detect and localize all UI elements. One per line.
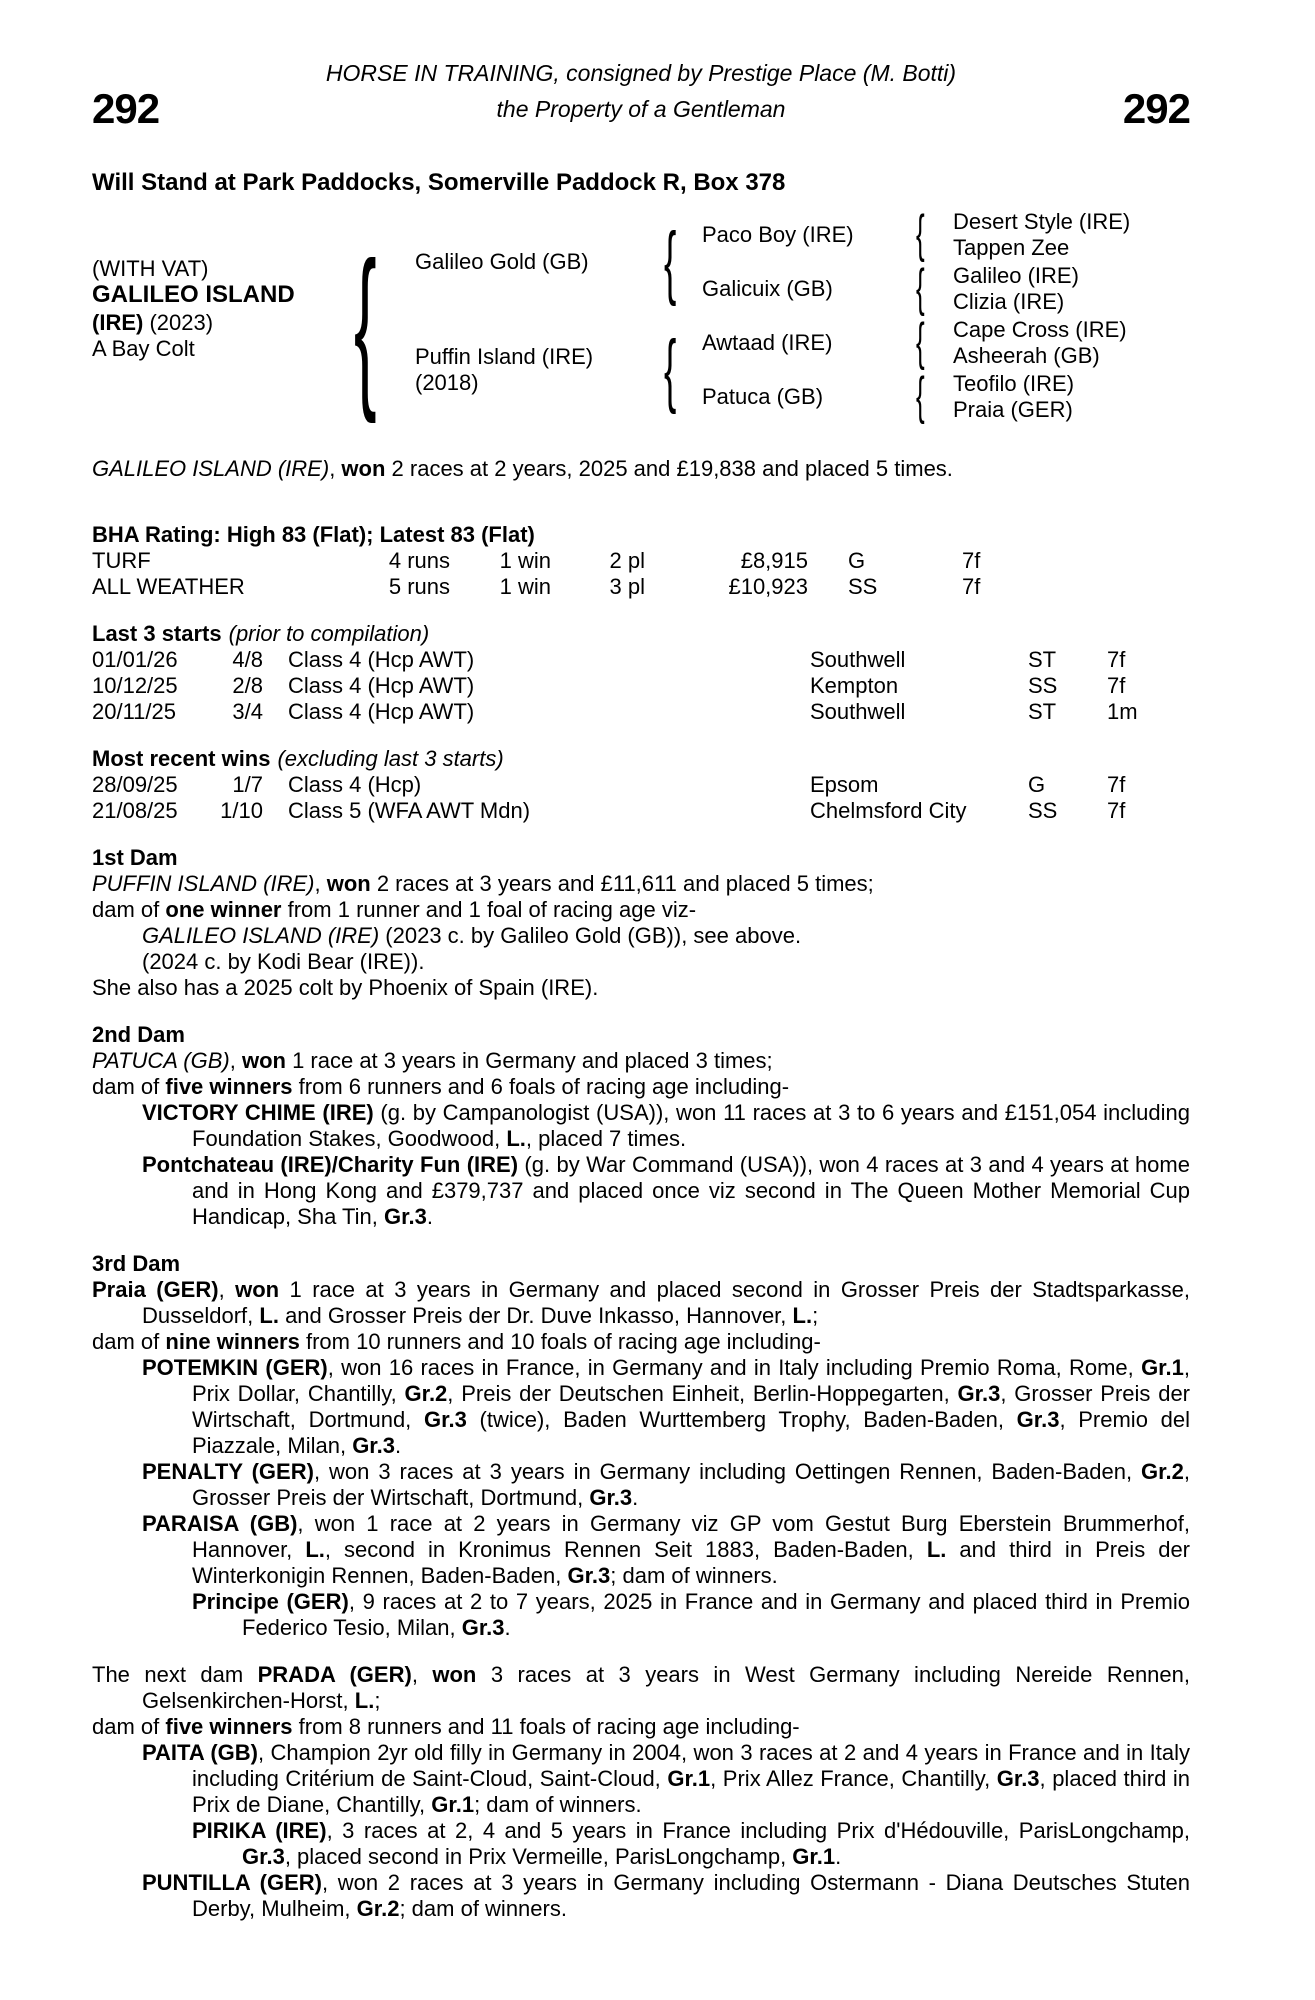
recent-wins-title: Most recent wins [92, 746, 271, 771]
pedigree-brace [664, 221, 691, 303]
text-run: PENALTY (GER) [142, 1459, 314, 1484]
text-run: from 10 runners and 10 foals of racing age including- [299, 1329, 821, 1354]
text-run: ; dam of winners. [399, 1896, 567, 1921]
pedigree-ancestor-gen3-7: Praia (GER) [953, 397, 1073, 422]
text-run: (g. by War Command (USA)), won 4 races at 3 and 4 years at home and in Hong Kong and £379,737 and placed once viz second in The Queen Mother Memorial Cup Handicap, Sha Tin, [192, 1152, 1190, 1229]
pedigree-paragraph [92, 1100, 1190, 1152]
text-run: dam of [92, 1074, 166, 1099]
pedigree-brace [916, 208, 933, 260]
pedigree-paragraph [92, 975, 1190, 1001]
text-run: PRADA (GER) [257, 1662, 412, 1687]
text-run: Gr.1 [1141, 1355, 1184, 1380]
race-class: Class 4 (Hcp AWT) [288, 699, 475, 724]
finish-position: 2/8 [232, 673, 263, 698]
text-run: Gr.3 [957, 1381, 1001, 1406]
pedigree-sire: Galileo Gold (GB) [415, 249, 589, 274]
text-run: , placed third in Prix de Diane, Chantilly, [192, 1766, 1191, 1817]
pedigree-brace [916, 370, 933, 422]
text-run: from 1 runner and 1 foal of racing age viz- [281, 897, 697, 922]
pedigree-brace [354, 236, 413, 414]
race-entry-row [92, 647, 1190, 673]
text-run: won [341, 456, 386, 481]
text-run: She also has a 2025 colt by Phoenix of Spain (IRE). [92, 975, 599, 1000]
runs-count: 5 runs [388, 574, 450, 599]
race-date: 20/11/25 [92, 699, 177, 724]
pedigree-brace [916, 316, 933, 368]
earnings: £8,915 [740, 548, 808, 573]
text-run: nine winners [165, 1329, 300, 1354]
lot-number-right: 292 [1122, 85, 1190, 132]
pedigree-paragraph [92, 1355, 1190, 1459]
places-count: 3 pl [609, 574, 645, 599]
text-run: and third in Preis der Winterkonigin Rennen, Baden-Baden, [192, 1537, 1191, 1588]
pedigree-paragraph [92, 1818, 1190, 1870]
text-run: 1 race at 3 years in Germany and placed 3 times; [285, 1048, 773, 1073]
text-run: from 8 runners and 11 foals of racing age including- [292, 1714, 800, 1739]
lot-number-left: 292 [92, 85, 160, 132]
bha-rating-line: BHA Rating: High 83 (Flat); Latest 83 (Flat) [92, 522, 535, 547]
text-run: Gr.1 [667, 1766, 711, 1791]
dam-section-heading: 1st Dam [92, 845, 178, 870]
text-run: Gr.3 [352, 1433, 395, 1458]
text-run: Gr.2 [356, 1896, 400, 1921]
text-run: ; dam of winners. [610, 1563, 778, 1588]
pedigree-dam-dam: Patuca (GB) [702, 384, 824, 409]
text-run: L. [792, 1303, 813, 1328]
race-date: 21/08/25 [92, 798, 178, 823]
text-run: PUFFIN ISLAND (IRE) [92, 871, 315, 896]
course: Chelmsford City [810, 798, 967, 823]
going: ST [1028, 699, 1057, 724]
text-run: Gr.3 [384, 1204, 427, 1229]
text-run: POTEMKIN (GER) [142, 1355, 328, 1380]
finish-position: 1/10 [220, 798, 263, 823]
text-run: , 3 races at 2, 4 and 5 years in France including Prix d'Hédouville, ParisLongchamp, [326, 1818, 1190, 1843]
recent-wins-note: (excluding last 3 starts) [277, 746, 504, 771]
text-run: Gr.3 [589, 1485, 633, 1510]
text-run: , placed second in Prix Vermeille, ParisLongchamp, [284, 1844, 793, 1869]
text-run: Gr.3 [996, 1766, 1040, 1791]
text-run: PATUCA (GB) [92, 1048, 230, 1073]
text-run: L. [506, 1126, 526, 1151]
text-run: (twice), Baden Wurttemberg Trophy, Baden-Baden, [466, 1407, 1017, 1432]
text-run: Gr.3 [1016, 1407, 1060, 1432]
vat-note: (WITH VAT) [92, 256, 209, 281]
wins-count: 1 win [499, 548, 551, 573]
pedigree-brace [664, 329, 691, 411]
text-run: GALILEO ISLAND (IRE) [92, 456, 330, 481]
pedigree-paragraph [92, 1589, 1190, 1641]
going: SS [1028, 798, 1058, 823]
text-run: , Prix Dollar, Chantilly, [192, 1355, 1190, 1406]
text-run: , Grosser Preis der Wirtschaft, Dortmund, [192, 1381, 1191, 1432]
pedigree-paragraph [92, 1870, 1190, 1922]
text-run: ; [812, 1303, 819, 1328]
dam-section-heading: 2nd Dam [92, 1022, 185, 1047]
text-run: . [426, 1204, 433, 1229]
text-run: , [218, 1277, 236, 1302]
text-run: ; dam of winners. [474, 1792, 642, 1817]
recent-wins-table [92, 772, 1190, 824]
text-run: (2023 c. by Galileo Gold (GB)), see above. [379, 923, 802, 948]
text-run: won [326, 871, 371, 896]
text-run: , Preis der Deutschen Einheit, Berlin-Hoppegarten, [447, 1381, 958, 1406]
pedigree-dam-sire: Awtaad (IRE) [702, 330, 833, 355]
text-run: . [835, 1844, 842, 1869]
text-run: Gr.2 [1141, 1459, 1184, 1484]
text-run: five winners [165, 1074, 293, 1099]
pedigree-paragraph [92, 1048, 1190, 1074]
text-run: GALILEO ISLAND (IRE) [142, 923, 380, 948]
text-run: Gr.3 [242, 1844, 285, 1869]
going: SS [848, 574, 878, 599]
stand-location-line: Will Stand at Park Paddocks, Somerville Paddock R, Box 378 [92, 169, 786, 196]
pedigree-sire-dam: Galicuix (GB) [702, 276, 833, 301]
distance: 7f [962, 574, 981, 599]
going: ST [1028, 647, 1057, 672]
text-run: , Champion 2yr old filly in Germany in 2004, won 3 races at 2 and 4 years in France and in Italy including Critérium de Saint-Cloud, Saint-Cloud, [192, 1740, 1190, 1791]
horse-suffix: (IRE) [92, 310, 144, 335]
dam-section [92, 845, 1190, 1001]
surface-stats-table [92, 548, 1190, 600]
text-run: The next dam [92, 1662, 258, 1687]
course: Kempton [810, 673, 899, 698]
race-class: Class 4 (Hcp AWT) [288, 647, 475, 672]
text-run: dam of [92, 1329, 166, 1354]
text-run: , [314, 871, 327, 896]
pedigree-paragraph [92, 1714, 1190, 1740]
text-run: dam of [92, 897, 166, 922]
last-starts-table [92, 647, 1190, 725]
surface-stats-row [92, 574, 1190, 600]
text-run: Gr.3 [461, 1615, 505, 1640]
text-run: dam of [92, 1714, 166, 1739]
horse-year: (2023) [149, 310, 214, 335]
text-run: (2024 c. by Kodi Bear (IRE)). [142, 949, 425, 974]
race-summary [92, 456, 1190, 482]
horse-suffix-year [92, 310, 362, 336]
race-entry-row [92, 673, 1190, 699]
text-run: , second in Kronimus Rennen Seit 1883, Baden-Baden, [324, 1537, 927, 1562]
distance: 7f [1107, 647, 1126, 672]
text-run: Gr.3 [424, 1407, 467, 1432]
course: Southwell [810, 699, 906, 724]
wins-count: 1 win [499, 574, 551, 599]
pedigree-ancestor-gen3-2: Galileo (IRE) [953, 263, 1079, 288]
text-run: , Premio del Piazzale, Milan, [192, 1407, 1190, 1458]
race-class: Class 4 (Hcp) [288, 772, 422, 797]
text-run: L. [926, 1537, 947, 1562]
earnings: £10,923 [728, 574, 808, 599]
course: Southwell [810, 647, 906, 672]
text-run: Gr.3 [567, 1563, 611, 1588]
pedigree-ancestor-gen3-5: Asheerah (GB) [953, 343, 1100, 368]
finish-position: 4/8 [232, 647, 263, 672]
pedigree-brace [916, 262, 933, 314]
property-line: the Property of a Gentleman [496, 96, 786, 122]
horse-description: A Bay Colt [92, 336, 195, 361]
last-starts-heading [92, 621, 1190, 647]
pedigree-paragraph [92, 871, 1190, 897]
horse-name: GALILEO ISLAND [92, 281, 295, 308]
last-starts-title: Last 3 starts [92, 621, 222, 646]
text-run: , [411, 1662, 433, 1687]
places-count: 2 pl [609, 548, 645, 573]
pedigree-sire-sire: Paco Boy (IRE) [702, 222, 854, 247]
text-run: , won 3 races at 3 years in Germany including Oettingen Rennen, Baden-Baden, [313, 1459, 1142, 1484]
course: Epsom [810, 772, 879, 797]
pedigree-paragraph [92, 1459, 1190, 1511]
race-date: 10/12/25 [92, 673, 178, 698]
text-run: Gr.1 [792, 1844, 836, 1869]
surface-label: ALL WEATHER [92, 574, 245, 599]
distance: 7f [1107, 798, 1126, 823]
text-run: PARAISA (GB) [142, 1511, 298, 1536]
text-run: , Grosser Preis der Wirtschaft, Dortmund, [192, 1459, 1190, 1510]
text-run: Praia (GER) [92, 1277, 219, 1302]
recent-wins-heading [92, 746, 1190, 772]
text-run: ; [374, 1688, 381, 1713]
distance: 7f [962, 548, 981, 573]
pedigree-ancestor-gen3-4: Cape Cross (IRE) [953, 317, 1127, 342]
text-run: , 9 races at 2 to 7 years, 2025 in France and in Germany and placed third in Premio Federico Tesio, Milan, [242, 1589, 1191, 1640]
text-run: won [432, 1662, 477, 1687]
text-run: PAITA (GB) [142, 1740, 258, 1765]
distance: 7f [1107, 673, 1126, 698]
distance: 7f [1107, 772, 1126, 797]
finish-position: 3/4 [232, 699, 263, 724]
text-run: , won 1 race at 2 years in Germany viz GP vom Gestut Burg Eberstein Brummerhof, Hannover, [192, 1511, 1191, 1562]
race-class: Class 4 (Hcp AWT) [288, 673, 475, 698]
going: G [1028, 772, 1046, 797]
text-run: Gr.1 [431, 1792, 475, 1817]
pedigree-ancestor-gen3-3: Clizia (IRE) [953, 289, 1065, 314]
text-run: won [235, 1277, 280, 1302]
race-date: 01/01/26 [92, 647, 178, 672]
text-run: L. [354, 1688, 375, 1713]
text-run: . [504, 1615, 511, 1640]
race-class: Class 5 (WFA AWT Mdn) [288, 798, 531, 823]
text-run: 1 race at 3 years in Germany and placed second in Grosser Preis der Stadtsparkasse, Dusseldorf, [142, 1277, 1190, 1328]
race-date: 28/09/25 [92, 772, 178, 797]
pedigree-paragraph [92, 1152, 1190, 1230]
pedigree-paragraph [92, 1740, 1190, 1818]
distance: 1m [1107, 699, 1138, 724]
text-run: one winner [165, 897, 282, 922]
consignment-line: HORSE IN TRAINING, consigned by Prestige Place (M. Botti) [325, 60, 957, 86]
text-run: 2 races at 2 years, 2025 and £19,838 and placed 5 times. [385, 456, 953, 481]
text-run: L. [259, 1303, 279, 1328]
text-run: from 6 runners and 6 foals of racing age including- [292, 1074, 790, 1099]
surface-label: TURF [92, 548, 151, 573]
pedigree-paragraph [92, 1662, 1190, 1714]
dam-sections [92, 845, 1190, 1922]
text-run: Principe (GER) [192, 1589, 349, 1614]
pedigree-paragraph [92, 1511, 1190, 1589]
text-run: , won 16 races in France, in Germany and in Italy including Premio Roma, Rome, [327, 1355, 1142, 1380]
race-entry-row [92, 772, 1190, 798]
text-run: 3 races at 3 years in West Germany including Nereide Rennen, Gelsenkirchen-Horst, [142, 1662, 1190, 1713]
last-starts-note: (prior to compilation) [228, 621, 430, 646]
text-run: 2 races at 3 years and £11,611 and placed 5 times; [370, 871, 874, 896]
text-run: (g. by Campanologist (USA)), won 11 races at 3 to 6 years and £151,054 including Foundation Stakes, Goodwood, [192, 1100, 1190, 1151]
pedigree-paragraph [92, 1329, 1190, 1355]
text-run: five winners [165, 1714, 293, 1739]
race-entry-row [92, 699, 1190, 725]
runs-count: 4 runs [388, 548, 450, 573]
pedigree-ancestor-gen3-1: Tappen Zee [953, 235, 1070, 260]
text-run: , [329, 456, 342, 481]
pedigree-paragraph [92, 1074, 1190, 1100]
dam-section [92, 1022, 1190, 1230]
pedigree-paragraph [92, 949, 1190, 975]
pedigree-tree [92, 208, 1190, 428]
text-run: VICTORY CHIME (IRE) [142, 1100, 374, 1125]
header-row [92, 85, 1190, 132]
pedigree-dam-year: (2018) [415, 370, 479, 395]
dam-section [92, 1662, 1190, 1922]
surface-stats-row [92, 548, 1190, 574]
pedigree-ancestor-gen3-0: Desert Style (IRE) [953, 209, 1131, 234]
going: SS [1028, 673, 1058, 698]
text-run: Gr.2 [404, 1381, 448, 1406]
text-run: , [229, 1048, 242, 1073]
text-run: and Grosser Preis der Dr. Duve Inkasso, Hannover, [278, 1303, 793, 1328]
text-run: Pontchateau (IRE)/Charity Fun (IRE) [142, 1152, 519, 1177]
text-run: , placed 7 times. [525, 1126, 687, 1151]
text-run: . [395, 1433, 402, 1458]
pedigree-ancestor-gen3-6: Teofilo (IRE) [953, 371, 1075, 396]
pedigree-paragraph [92, 923, 1190, 949]
text-run: , Prix Allez France, Chantilly, [710, 1766, 997, 1791]
text-run: . [632, 1485, 639, 1510]
pedigree-paragraph [92, 1277, 1190, 1329]
text-run: won [241, 1048, 286, 1073]
dam-section [92, 1251, 1190, 1641]
text-run: , won 2 races at 3 years in Germany including Ostermann - Diana Deutsches Stuten Derby, Mulheim, [192, 1870, 1191, 1921]
text-run: L. [305, 1537, 325, 1562]
race-entry-row [92, 798, 1190, 824]
pedigree-paragraph [92, 897, 1190, 923]
pedigree-dam: Puffin Island (IRE) [415, 344, 594, 369]
finish-position: 1/7 [232, 772, 263, 797]
text-run: PUNTILLA (GER) [142, 1870, 322, 1895]
text-run: PIRIKA (IRE) [192, 1818, 327, 1843]
going: G [848, 548, 866, 573]
dam-section-heading: 3rd Dam [92, 1251, 181, 1276]
